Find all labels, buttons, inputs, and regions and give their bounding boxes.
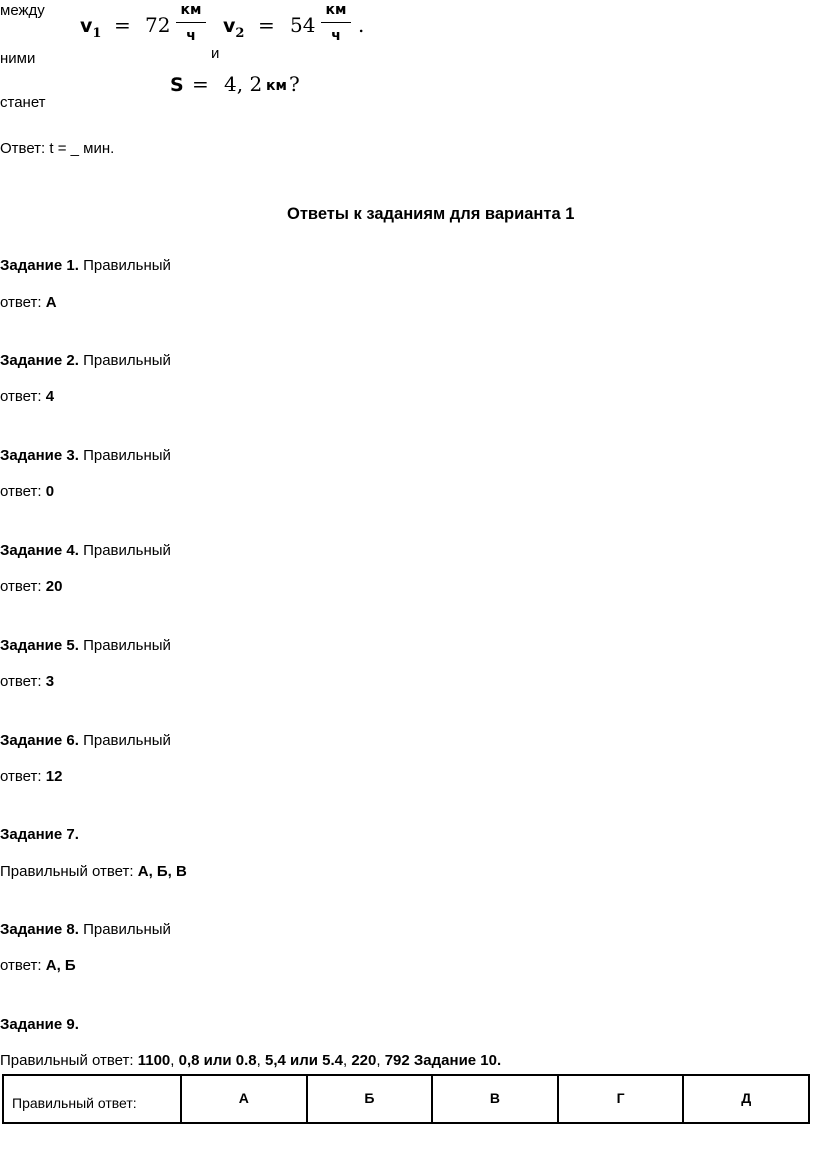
answer-label: Правильный bbox=[83, 352, 171, 369]
task-number: Задание 6. bbox=[0, 732, 79, 749]
answer-value: 0 bbox=[45, 483, 55, 500]
answer-label: ответ: bbox=[0, 294, 42, 311]
task-1-answer bbox=[0, 295, 57, 310]
v1-unit-fraction bbox=[176, 2, 206, 44]
answers-heading: Ответы к заданиям для варианта 1 bbox=[287, 205, 575, 223]
answer-value-5: 792 Задание 10. bbox=[384, 1052, 502, 1069]
fraction-bar bbox=[321, 22, 351, 23]
answer-label: ответ: bbox=[0, 768, 42, 785]
answer-value: 12 bbox=[45, 768, 63, 785]
v2-equals: = bbox=[258, 13, 275, 37]
v2-unit-fraction bbox=[321, 2, 351, 44]
answer-value-4: 220 bbox=[351, 1052, 377, 1069]
task-8-answer bbox=[0, 958, 76, 973]
answer-value: 4 bbox=[45, 388, 55, 405]
conjunction-i: и bbox=[211, 45, 220, 62]
s-value: 4, 2 bbox=[224, 72, 263, 96]
task-4-header bbox=[0, 543, 171, 558]
answer-label: Правильный ответ: bbox=[0, 1052, 134, 1069]
task-2-answer bbox=[0, 389, 54, 404]
task-6-answer bbox=[0, 769, 62, 784]
answer-label: Правильный bbox=[83, 257, 171, 274]
formula-period: . bbox=[358, 13, 365, 37]
answer-label: Правильный bbox=[83, 447, 171, 464]
word-mezhdu: между bbox=[0, 2, 45, 19]
task-number: Задание 2. bbox=[0, 352, 79, 369]
task-1-header bbox=[0, 258, 171, 273]
task-9-header: Задание 9. bbox=[0, 1016, 79, 1033]
task-6-header bbox=[0, 733, 171, 748]
answer-label: Правильный bbox=[83, 542, 171, 559]
answer-label: ответ: bbox=[0, 388, 42, 405]
task-number: Задание 5. bbox=[0, 637, 79, 654]
v2-value: 54 bbox=[290, 13, 316, 37]
task-7-answer bbox=[0, 864, 187, 879]
table-row bbox=[3, 1075, 809, 1123]
separator: , bbox=[256, 1052, 265, 1069]
task-5-answer bbox=[0, 674, 54, 689]
answer-value-1: 1100 bbox=[137, 1052, 171, 1069]
table-header-cell: А bbox=[181, 1075, 307, 1123]
task-number: Задание 4. bbox=[0, 542, 79, 559]
answer-value: А, Б bbox=[45, 957, 76, 974]
task-8-header bbox=[0, 922, 171, 937]
s-question-mark: ? bbox=[289, 72, 300, 96]
task-3-answer bbox=[0, 484, 54, 499]
table-header-cell: В bbox=[432, 1075, 558, 1123]
fraction-bar bbox=[176, 22, 206, 23]
v1-value: 72 bbox=[145, 13, 171, 37]
task-5-header bbox=[0, 638, 171, 653]
word-stanet: станет bbox=[0, 94, 46, 111]
word-nimi: ними bbox=[0, 50, 36, 67]
table-label-cell: Правильный ответ: bbox=[3, 1075, 181, 1123]
answer-value: А, Б, В bbox=[137, 863, 187, 880]
answer-label: ответ: bbox=[0, 578, 42, 595]
v1-symbol: $v_1$ bbox=[80, 15, 102, 41]
answer-value-3: 5,4 или 5.4 bbox=[264, 1052, 343, 1069]
separator: , bbox=[376, 1052, 385, 1069]
v1-equals: = bbox=[114, 13, 131, 37]
table-header-cell: Г bbox=[558, 1075, 684, 1123]
table-header-cell: Б bbox=[307, 1075, 433, 1123]
answer-value-2: 0,8 или 0.8 bbox=[178, 1052, 257, 1069]
task-number: Задание 1. bbox=[0, 257, 79, 274]
task-7-header: Задание 7. bbox=[0, 826, 79, 843]
v2-unit-denominator: ч bbox=[331, 28, 341, 44]
answer-label: Правильный bbox=[83, 637, 171, 654]
separator: , bbox=[343, 1052, 352, 1069]
answer-value: 3 bbox=[45, 673, 55, 690]
task-2-header bbox=[0, 353, 171, 368]
answer-label: ответ: bbox=[0, 957, 42, 974]
s-unit: км bbox=[266, 78, 287, 94]
answer-label: ответ: bbox=[0, 673, 42, 690]
answer-blank-line: Ответ: t = _ мин. bbox=[0, 140, 115, 157]
answer-label: Правильный bbox=[83, 921, 171, 938]
answer-value: 20 bbox=[45, 578, 63, 595]
task-number: Задание 8. bbox=[0, 921, 79, 938]
task-4-answer bbox=[0, 579, 62, 594]
v2-unit-numerator: км bbox=[325, 2, 347, 18]
separator: , bbox=[170, 1052, 179, 1069]
s-equals: = bbox=[192, 72, 209, 96]
v1-unit-denominator: ч bbox=[186, 28, 196, 44]
task-10-answer-table bbox=[2, 1074, 810, 1124]
answer-label: ответ: bbox=[0, 483, 42, 500]
task-9-answer bbox=[0, 1053, 501, 1068]
task-3-header bbox=[0, 448, 171, 463]
answer-value: А bbox=[45, 294, 57, 311]
v2-symbol: $v_2$ bbox=[223, 15, 245, 41]
answer-label: Правильный ответ: bbox=[0, 863, 134, 880]
s-symbol: S bbox=[170, 74, 184, 96]
v1-unit-numerator: км bbox=[180, 2, 202, 18]
task-number: Задание 3. bbox=[0, 447, 79, 464]
table-header-cell: Д bbox=[683, 1075, 809, 1123]
answer-label: Правильный bbox=[83, 732, 171, 749]
